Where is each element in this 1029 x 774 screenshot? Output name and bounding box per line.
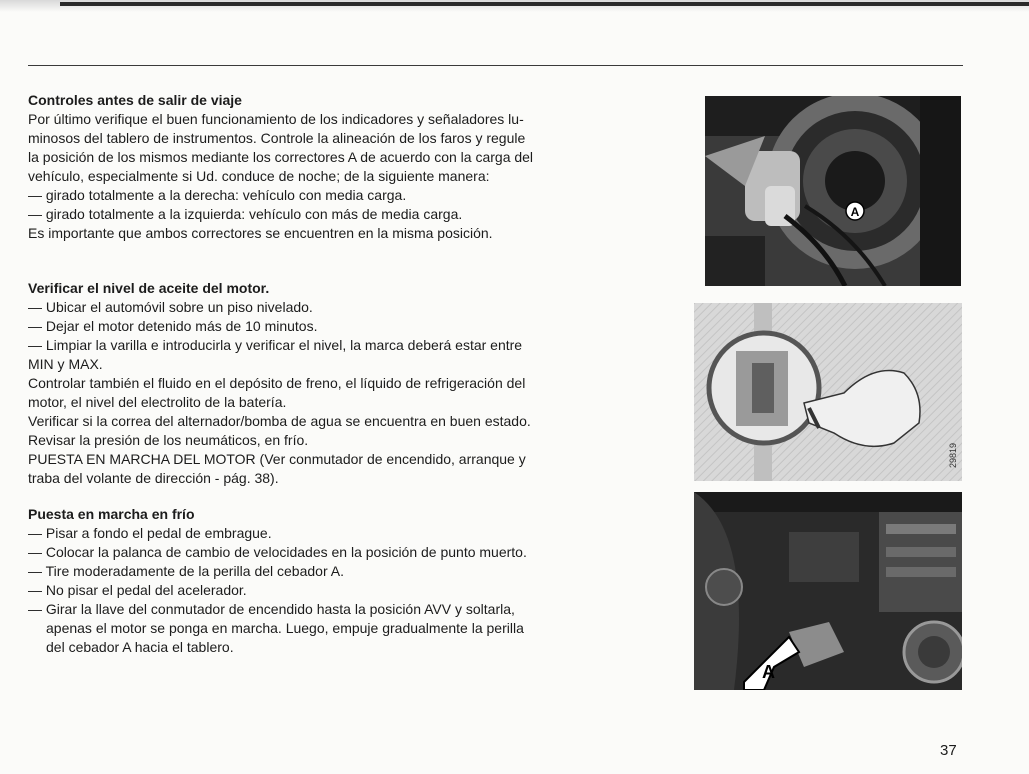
text-line: motor, el nivel del electrolito de la batería. [28,394,287,410]
text-line: MIN y MAX. [28,356,103,372]
text-line: — Ubicar el automóvil sobre un piso nivelado. [28,299,313,315]
callout-label: A [762,662,775,682]
section-heading: Controles antes de salir de viaje [28,92,242,108]
text-line: Verificar si la correa del alternador/bomba de agua se encuentra en buen estado. [28,413,531,429]
header-rule [28,65,963,66]
headlight-corrector-photo [705,96,961,286]
page-number: 37 [940,742,957,759]
text-line: — No pisar el pedal del acelerador. [28,582,247,598]
text-line: — Limpiar la varilla e introducirla y verificar el nivel, la marca deberá estar entre [28,337,523,353]
text-line: Es importante que ambos correctores se encuentren en la misma posición. [28,225,493,241]
spacer [28,488,584,505]
section-controles [28,91,584,243]
text-line: del cebador A hacia el tablero. [46,639,234,655]
text-line: — girado totalmente a la derecha: vehículo con media carga. [28,187,407,203]
text-line: traba del volante de dirección - pág. 38). [28,470,279,486]
text-column [28,91,584,657]
text-line: — Colocar la palanca de cambio de velocidades en la posición de punto muerto. [28,544,527,560]
choke-knob-photo [694,492,962,690]
text-line: — Tire moderadamente de la perilla del cebador A. [28,563,344,579]
text-line: — Pisar a fondo el pedal de embrague. [28,525,272,541]
callout-label: A [850,205,860,219]
text-line: — girado totalmente a la izquierda: vehículo con más de media carga. [28,206,463,222]
text-line: minosos del tablero de instrumentos. Controle la alineación de los faros y regule [28,130,526,146]
text-line: PUESTA EN MARCHA DEL MOTOR (Ver conmutador de encendido, arranque y [28,451,526,467]
oil-dipstick-photo [694,303,962,481]
text-line: vehículo, especialmente si Ud. conduce de noche; de la siguiente manera: [28,168,490,184]
text-line: Por último verifique el buen funcionamiento de los indicadores y señaladores lu- [28,111,524,127]
section-heading: Verificar el nivel de aceite del motor. [28,280,270,296]
top-border-rule [60,2,1029,6]
spacer [28,243,584,279]
text-line: — Girar la llave del conmutador de encendido hasta la posición AVV y soltarla, [28,601,515,617]
section-nivel-aceite [28,279,584,488]
section-heading: Puesta en marcha en frío [28,506,195,522]
figure-code: 29819 [948,442,958,468]
text-line: — Dejar el motor detenido más de 10 minutos. [28,318,318,334]
text-line: Revisar la presión de los neumáticos, en frío. [28,432,309,448]
text-line: la posición de los mismos mediante los correctores A de acuerdo con la carga del [28,149,534,165]
text-line: apenas el motor se ponga en marcha. Luego, empuje gradualmente la perilla [46,620,524,636]
section-puesta-en-marcha [28,505,584,657]
text-line: Controlar también el fluido en el depósito de freno, el líquido de refrigeración del [28,375,526,391]
